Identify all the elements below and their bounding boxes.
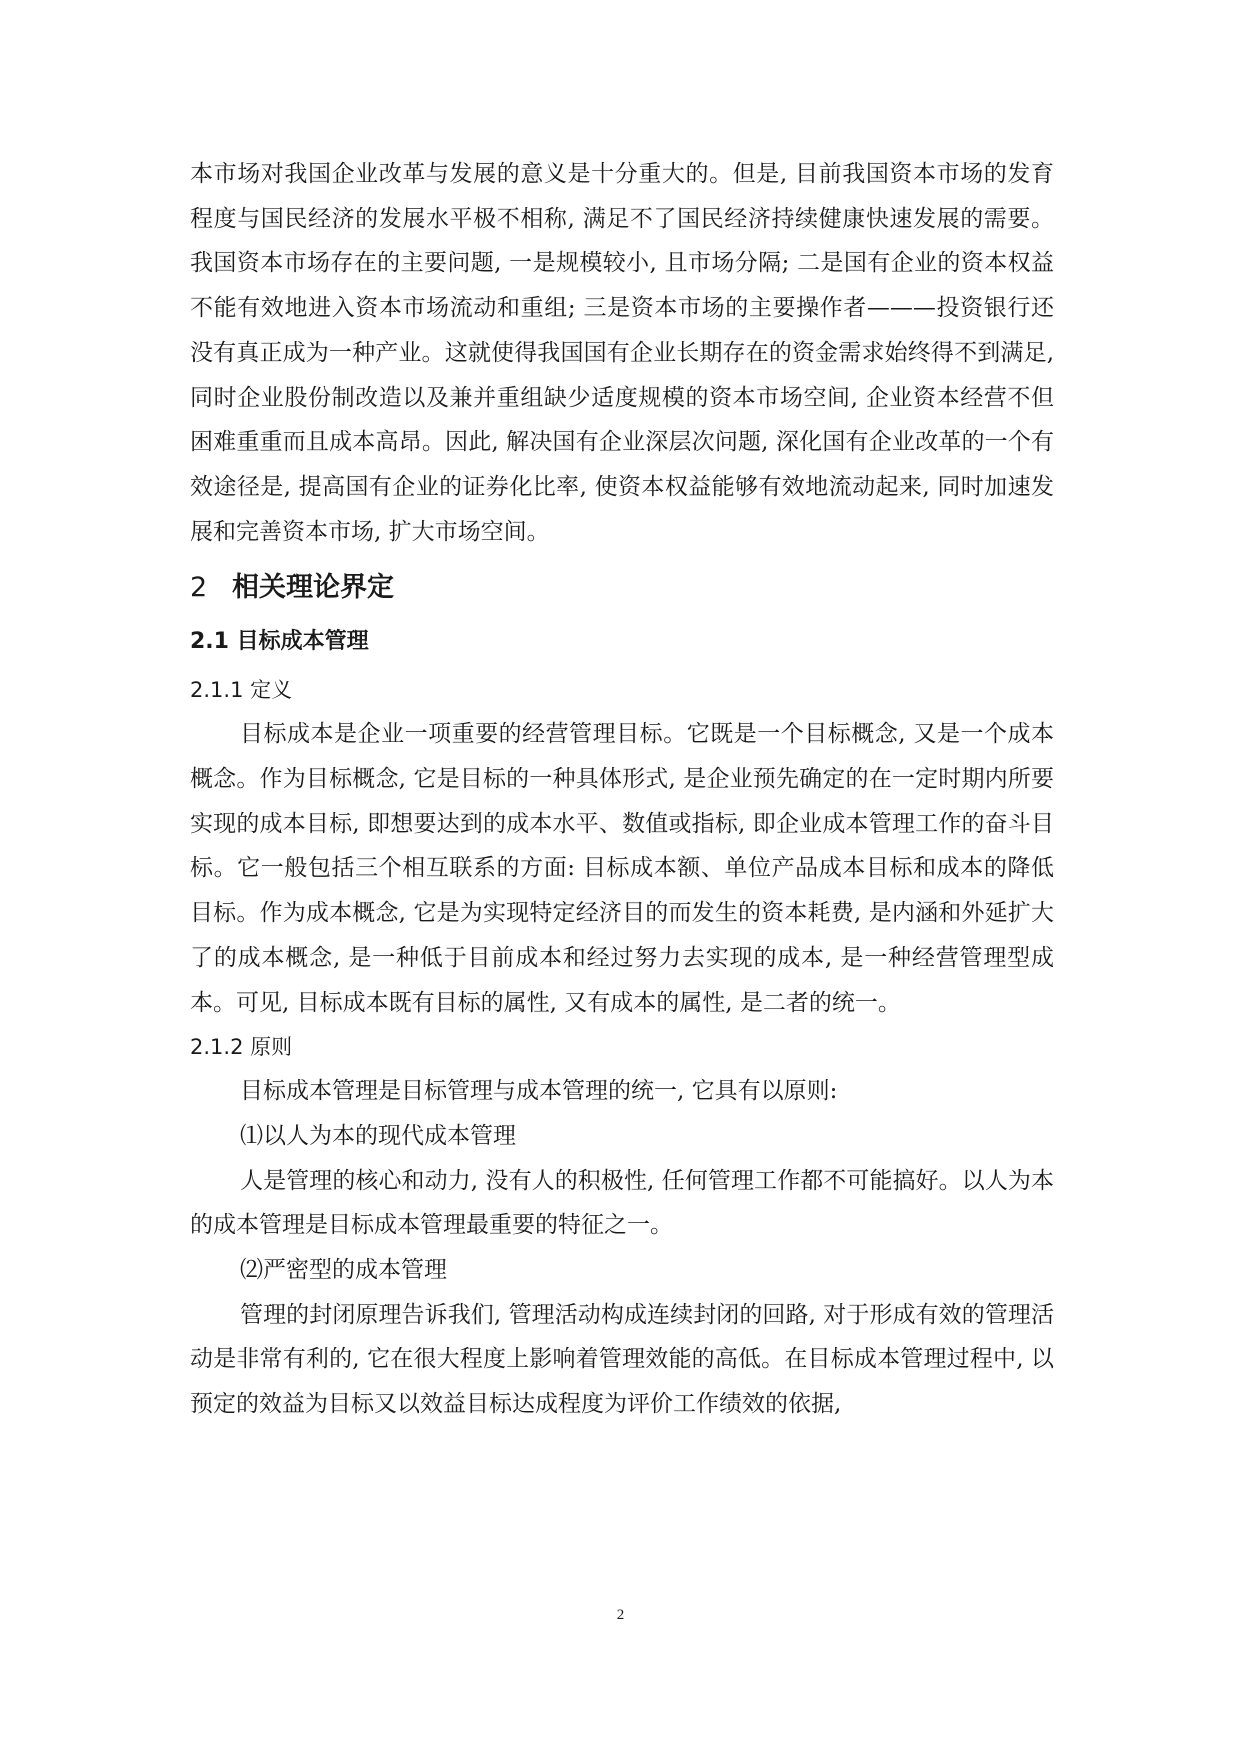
chapter-title: 相关理论界定: [232, 572, 394, 604]
chapter-number: 2: [190, 572, 208, 604]
page-number: 2: [616, 1607, 625, 1623]
paragraph-item-1: 人是管理的核心和动力, 没有人的积极性, 任何管理工作都不可能搞好。以人为本的成本管理是目标成本管理最重要的特征之一。: [190, 1167, 1054, 1239]
paragraph-definition: 目标成本是企业一项重要的经营管理目标。它既是一个目标概念, 又是一个成本概念。作为目标概念, 它是目标的一种具体形式, 是企业预先确定的在一定时期内所要实现的成本目标, 即想要达到的成本水平、数值或指标, 即企业成本管理工作的奋斗目标。它一般包括三个相互联系的方面: 目标成本额、单位产品成本目标和成本的降低目标。作为成本概念, 它是为实现特定经济目的而发生的资本耗费, 是内涵和外延扩大了的成本概念, 是一种低于目前成本和经过努力去实现的成本, 是一种经营管理型成本。可见, 目标成本既有目标的属性, 又有成本的属性, 是二者的统一。: [190, 721, 1054, 1016]
chapter-heading: [190, 564, 1054, 612]
list-item-title-1: ⑴以人为本的现代成本管理: [240, 1122, 516, 1149]
paragraph-principles-intro: 目标成本管理是目标管理与成本管理的统一, 它具有以原则:: [240, 1078, 838, 1105]
paragraph-continued: 本市场对我国企业改革与发展的意义是十分重大的。但是, 目前我国资本市场的发育程度与国民经济的发展水平极不相称, 满足不了国民经济持续健康快速发展的需要。我国资本市场存在的主要问题, 一是规模较小, 且市场分隔; 二是国有企业的资本权益不能有效地进入资本市场流动和重组; 三是资本市场的主要操作者———投资银行还没有真正成为一种产业。这就使得我国国有企业长期存在的资金需求始终得不到满足, 同时企业股份制改造以及兼并重组缺少适度规模的资本市场空间, 企业资本经营不但困难重重而且成本高昂。因此, 解决国有企业深层次问题, 深化国有企业改革的一个有效途径是, 提高国有企业的证券化比率, 使资本权益能够有效地流动起来, 同时加速发展和完善资本市场, 扩大市场空间。: [190, 161, 1054, 545]
list-item-title-2: ⑵严密型的成本管理: [240, 1257, 447, 1284]
section-heading: 2.1 目标成本管理: [190, 629, 369, 655]
subsection-heading-principles: 2.1.2 原则: [190, 1035, 293, 1060]
subsection-heading-definition: 2.1.1 定义: [190, 678, 293, 703]
page-content: [190, 152, 1054, 1427]
paragraph-item-2: 管理的封闭原理告诉我们, 管理活动构成连续封闭的回路, 对于形成有效的管理活动是非常有利的, 它在很大程度上影响着管理效能的高低。在目标成本管理过程中, 以预定的效益为目标又以效益目标达成程度为评价工作绩效的依据,: [190, 1301, 1054, 1418]
